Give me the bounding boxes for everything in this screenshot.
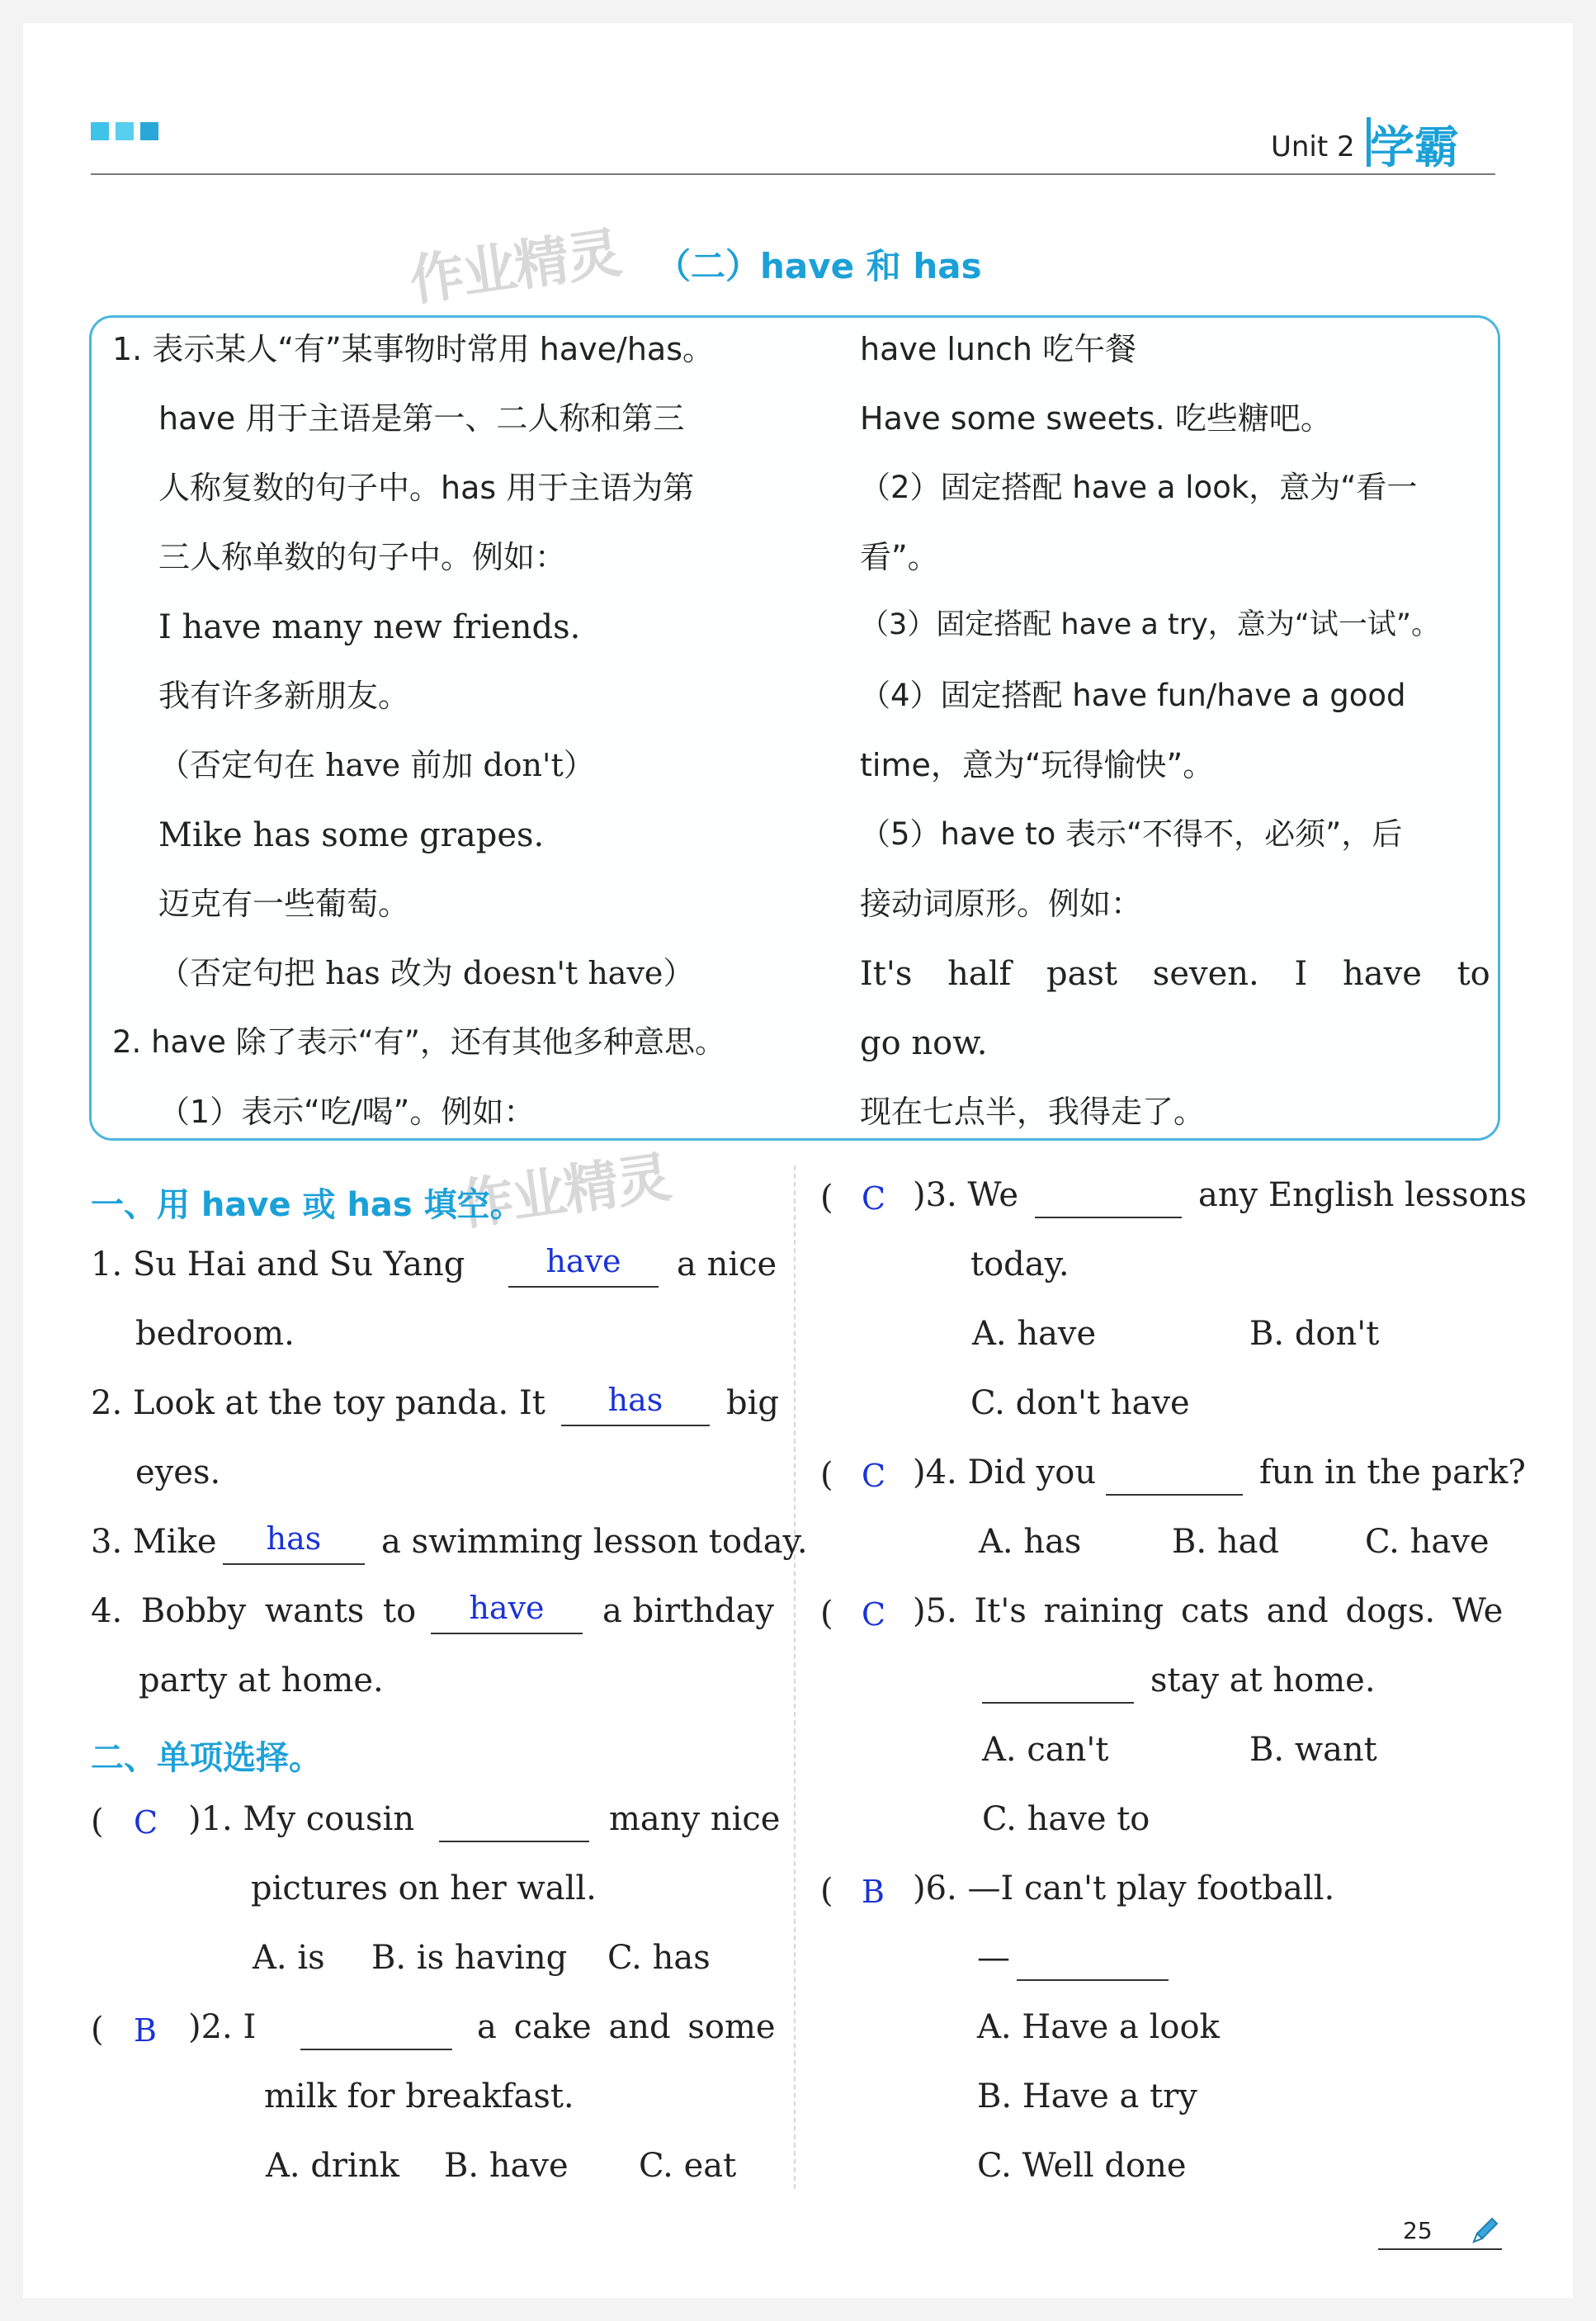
p2-q1-blank[interactable] (439, 1841, 589, 1842)
p2-q4-option-b: B. had (1172, 1523, 1280, 1561)
p2-q6-dash: — (977, 1939, 1010, 1977)
note-right-2: Have some sweets. 吃些糖吧。 (860, 400, 1332, 437)
grammar-notes-box (89, 315, 1500, 1141)
p1-q2-text: 2. Look at the toy panda. It (91, 1384, 545, 1422)
p2-q6-blank[interactable] (1017, 1979, 1169, 1981)
note-left-4: 三人称单数的句子中。例如： (158, 539, 567, 575)
p2-q3-answer: C (862, 1180, 886, 1217)
column-divider (794, 1165, 796, 2189)
p2-q2-line2: milk for breakfast. (264, 2078, 574, 2115)
unit-label: Unit 2 (1271, 130, 1355, 163)
page-number: 25 (1403, 2217, 1433, 2244)
p2-q5-after: stay at home. (1150, 1662, 1376, 1699)
p1-q1-text-cont: bedroom. (135, 1315, 295, 1353)
note-left-5: I have many new friends. (158, 608, 581, 646)
note-right-12: 现在七点半，我得走了。 (860, 1094, 1206, 1130)
p2-q1-option-a: A. is (253, 1939, 325, 1977)
p1-q2-blank[interactable] (561, 1425, 710, 1426)
p2-q2-answer: B (134, 2012, 157, 2049)
p2-q4-answer: C (862, 1458, 886, 1494)
note-right-10: It's half past seven. I have to (860, 955, 1490, 993)
p2-q2-stem: )2. I (188, 2008, 257, 2046)
p2-q2-paren: ( (91, 2011, 104, 2049)
note-right-11: go now. (860, 1024, 988, 1062)
note-left-8: Mike has some grapes. (158, 816, 545, 854)
pencil-icon (1469, 2214, 1502, 2247)
p2-q1-option-c: C. has (607, 1939, 711, 1977)
section-title: （二）have 和 has (656, 246, 982, 286)
note-left-1: 1. 表示某人“有”某事物时常用 have/has。 (112, 331, 714, 367)
note-left-10: （否定句把 has 改为 doesn't have） (158, 955, 695, 991)
note-right-1: have lunch 吃午餐 (860, 331, 1137, 367)
p1-q1-blank[interactable] (508, 1286, 659, 1288)
p2-q4-stem: )4. Did you (913, 1454, 1097, 1491)
p2-q2-option-c: C. eat (639, 2147, 737, 2185)
p1-q4-blank[interactable] (431, 1633, 583, 1634)
p2-q2-option-a: A. drink (266, 2147, 399, 2185)
p1-q4-text-cont: party at home. (139, 1662, 384, 1699)
p2-q5-blank[interactable] (982, 1702, 1134, 1704)
watermark: 作业精灵 (455, 1145, 673, 1238)
p2-q1-after: many nice (609, 1800, 781, 1838)
p1-q4-answer: have (469, 1590, 545, 1626)
watermark: 作业精灵 (405, 220, 624, 314)
p1-q4-text-after: a birthday (602, 1592, 774, 1630)
p1-q3-blank[interactable] (223, 1563, 365, 1565)
p2-q2-after: a cake and some (477, 2008, 776, 2046)
p2-q3-paren: ( (820, 1179, 833, 1217)
note-left-9: 迈克有一些葡萄。 (158, 886, 410, 922)
p2-q4-option-c: C. have (1365, 1523, 1490, 1561)
note-right-6: （4）固定搭配 have fun/have a good (860, 678, 1406, 713)
note-left-7: （否定句在 have 前加 don't） (158, 747, 595, 783)
p2-q4-paren: ( (820, 1456, 833, 1494)
p2-q3-line2: today. (970, 1246, 1070, 1283)
footer-rule (1378, 2248, 1502, 2250)
p2-q3-option-b: B. don't (1249, 1315, 1380, 1353)
p2-q5-option-b: B. want (1249, 1731, 1377, 1769)
p1-q2-text-after: big (726, 1384, 780, 1422)
p2-q5-option-a: A. can't (982, 1731, 1109, 1769)
p2-q4-after: fun in the park? (1259, 1454, 1526, 1491)
p2-q2-option-b: B. have (444, 2147, 569, 2185)
p2-q1-paren: ( (91, 1803, 104, 1841)
p2-q5-answer: C (862, 1596, 886, 1633)
p2-q5-option-c: C. have to (982, 1800, 1150, 1838)
note-right-8: （5）have to 表示“不得不，必须”，后 (860, 816, 1403, 852)
p2-q6-stem: )6. —I can't play football. (913, 1870, 1335, 1907)
p2-q3-blank[interactable] (1035, 1217, 1182, 1218)
p2-q6-answer: B (862, 1874, 885, 1910)
note-right-3: （2）固定搭配 have a look，意为“看一 (860, 470, 1418, 505)
p2-q5-paren: ( (820, 1595, 833, 1633)
p2-q6-option-c: C. Well done (977, 2147, 1187, 2185)
p2-q4-blank[interactable] (1106, 1494, 1243, 1496)
p2-q3-option-a: A. have (972, 1315, 1097, 1353)
p2-q1-stem: )1. My cousin (188, 1800, 415, 1838)
p2-q1-option-b: B. is having (371, 1939, 568, 1977)
p1-q3-answer: has (266, 1520, 322, 1557)
note-left-12: （1）表示“吃/喝”。例如： (158, 1094, 536, 1130)
p1-q2-text-cont: eyes. (135, 1454, 221, 1491)
part1-title: 一、用 have 或 has 填空。 (91, 1186, 523, 1224)
header-rule (91, 173, 1495, 175)
p2-q4-option-a: A. has (979, 1523, 1082, 1561)
p2-q3-after: any English lessons (1198, 1176, 1527, 1214)
p2-q1-line2: pictures on her wall. (251, 1870, 597, 1907)
p1-q3-text-after: a swimming lesson today. (381, 1523, 808, 1561)
note-right-5: （3）固定搭配 have a try，意为“试一试”。 (860, 608, 1441, 641)
p2-q1-answer: C (134, 1804, 158, 1841)
note-left-6: 我有许多新朋友。 (158, 678, 410, 714)
note-left-3: 人称复数的句子中。has 用于主语为第 (158, 470, 695, 506)
p1-q4-text: 4. Bobby wants to (91, 1592, 417, 1630)
p1-q3-text: 3. Mike (91, 1523, 217, 1561)
header-decoration (91, 122, 158, 140)
p2-q6-option-b: B. Have a try (977, 2078, 1197, 2115)
p1-q1-answer: have (545, 1243, 621, 1279)
p1-q1-text-after: a nice (677, 1246, 777, 1283)
note-left-11: 2. have 除了表示“有”，还有其他多种意思。 (112, 1024, 725, 1060)
p2-q2-blank[interactable] (300, 2049, 452, 2050)
p1-q1-text: 1. Su Hai and Su Yang (91, 1246, 465, 1283)
note-right-4: 看”。 (860, 539, 939, 575)
p2-q5-stem: )5. It's raining cats and dogs. We (913, 1592, 1504, 1630)
brand-logo: 学霸 (1370, 121, 1459, 173)
part2-title: 二、单项选择。 (91, 1739, 322, 1777)
note-right-7: time，意为“玩得愉快”。 (860, 747, 1215, 783)
p2-q6-paren: ( (820, 1872, 833, 1910)
note-right-9: 接动词原形。例如： (860, 886, 1143, 922)
p1-q2-answer: has (607, 1382, 663, 1418)
p2-q3-option-c: C. don't have (970, 1384, 1190, 1422)
p2-q3-stem: )3. We (913, 1176, 1019, 1214)
note-left-2: have 用于主语是第一、二人称和第三 (158, 400, 685, 437)
p2-q6-option-a: A. Have a look (977, 2008, 1220, 2046)
